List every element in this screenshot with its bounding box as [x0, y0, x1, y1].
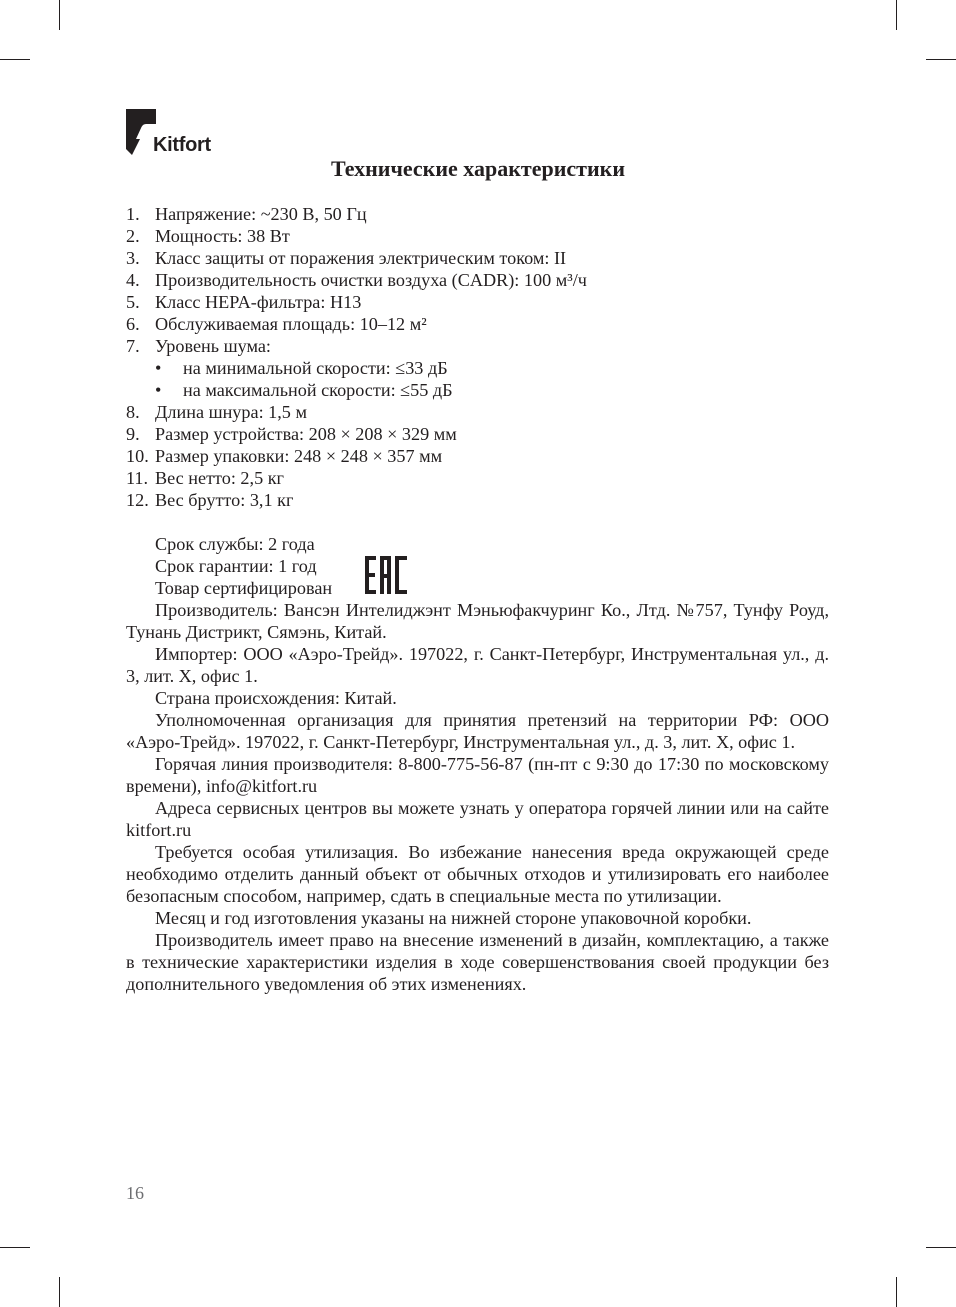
noise-level-list	[155, 357, 836, 401]
spec-item: 6. Обслуживаемая площадь: 10–12 м²	[126, 314, 427, 334]
crop-mark	[926, 59, 956, 60]
crop-mark	[926, 1247, 956, 1248]
spec-item: 12. Вес брутто: 3,1 кг	[126, 490, 294, 510]
noise-level-item: • на минимальной скорости: ≤33 дБ	[155, 358, 448, 378]
specifications-list	[126, 203, 836, 511]
manufacturer-paragraph: Производитель: Вансэн Интелиджэнт Мэньюфакчуринг Ко., Лтд. №757, Тунфу Роуд, Тунань Дистрикт, Сямэнь, Китай.	[126, 600, 829, 642]
spec-item: 2. Мощность: 38 Вт	[126, 226, 290, 246]
hotline-paragraph: Горячая линия производителя: 8-800-775-56-87 (пн-пт с 9:30 до 17:30 по московскому времени), info@kitfort.ru	[126, 754, 829, 796]
changes-notice-paragraph: Производитель имеет право на внесение изменений в дизайн, комплектацию, а также в технические характеристики изделия в ходе совершенствования своей продукции без дополнительного уведомления об этих изменениях.	[126, 930, 829, 994]
spec-item: 1. Напряжение: ~230 В, 50 Гц	[126, 204, 367, 224]
spec-item: 11. Вес нетто: 2,5 кг	[126, 468, 285, 488]
spec-item: 5. Класс HEPA-фильтра: Н13	[126, 292, 362, 312]
crop-mark	[59, 0, 60, 30]
manufacture-date-paragraph: Месяц и год изготовления указаны на нижней стороне упаковочной коробки.	[155, 908, 752, 928]
crop-mark	[896, 0, 897, 30]
spec-item: 8. Длина шнура: 1,5 м	[126, 402, 307, 422]
kitfort-logo-icon	[126, 109, 156, 157]
service-centers-paragraph: Адреса сервисных центров вы можете узнать у оператора горячей линии или на сайте kitfort.ru	[126, 798, 829, 840]
spec-item: 3. Класс защиты от поражения электрическим током: II	[126, 248, 567, 268]
importer-paragraph: Импортер: ООО «Аэро-Трейд». 197022, г. Санкт-Петербург, Инструментальная ул., д. 3, лит. Х, офис 1.	[126, 644, 829, 686]
crop-mark	[896, 1277, 897, 1307]
spec-item: 7. Уровень шума: • на минимальной скорости: ≤33 дБ • на максимальной скорости: ≤55 дБ	[126, 335, 836, 401]
page-title: Технические характеристики	[330, 156, 626, 181]
spec-item: 9. Размер устройства: 208 × 208 × 329 мм	[126, 424, 457, 444]
service-life: Срок службы: 2 года	[155, 534, 315, 554]
origin-paragraph: Страна происхождения: Китай.	[155, 688, 397, 708]
spec-item: 10. Размер упаковки: 248 × 248 × 357 мм	[126, 446, 443, 466]
warranty-period: Срок гарантии: 1 год	[155, 556, 317, 576]
noise-level-item: • на максимальной скорости: ≤55 дБ	[155, 380, 453, 400]
eac-certification-icon	[364, 555, 408, 595]
info-block	[126, 533, 829, 995]
page-number: 16	[126, 1183, 144, 1203]
crop-mark	[59, 1277, 60, 1307]
disposal-paragraph: Требуется особая утилизация. Во избежание нанесения вреда окружающей среде необходимо отделить данный объект от обычных отходов и утилизировать его наиболее безопасным способом, например, сдать в специальные места по утилизации.	[126, 842, 829, 906]
claims-organization-paragraph: Уполномоченная организация для принятия претензий на территории РФ: ООО «Аэро-Трейд». 197022, г. Санкт-Петербург, Инструментальная ул., д. 3, лит. Х, офис 1.	[126, 710, 829, 752]
brand-name: Kitfort	[153, 134, 211, 156]
crop-mark	[0, 1247, 30, 1248]
certification-note: Товар сертифицирован	[155, 578, 333, 598]
spec-item: 4. Производительность очистки воздуха (CADR): 100 м³/ч	[126, 270, 587, 290]
crop-mark	[0, 59, 30, 60]
